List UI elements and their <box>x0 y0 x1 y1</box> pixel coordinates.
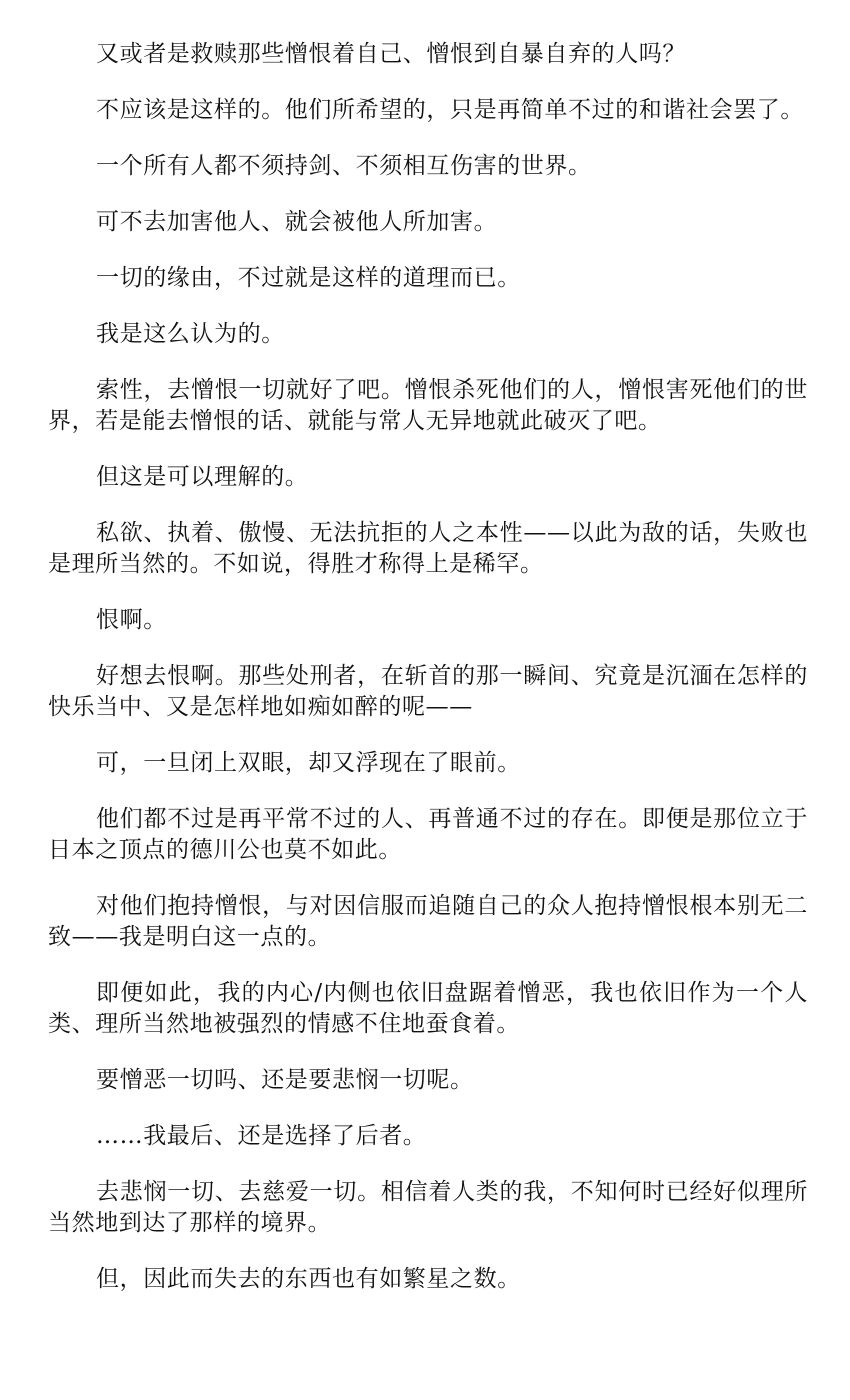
paragraph: 可不去加害他人、就会被他人所加害。 <box>96 209 498 235</box>
paragraph: ……我最后、还是选择了后者。 <box>96 1123 427 1149</box>
paragraph: 对他们抱持憎恨，与对因信服而追随自己的众人抱持憎恨根本别无二致——我是明白这一点的。 <box>48 893 808 950</box>
paragraph: 他们都不过是再平常不过的人、再普通不过的存在。即便是那位立于日本之顶点的德川公也莫不如此。 <box>48 806 808 863</box>
paragraph: 我是这么认为的。 <box>96 321 285 347</box>
paragraph: 又或者是救赎那些憎恨着自己、憎恨到自暴自弃的人吗？ <box>96 41 686 67</box>
paragraph: 去悲悯一切、去慈爱一切。相信着人类的我，不知何时已经好似理所当然地到达了那样的境界。 <box>48 1179 808 1236</box>
paragraph: 索性，去憎恨一切就好了吧。憎恨杀死他们的人，憎恨害死他们的世界，若是能去憎恨的话、就能与常人无异地就此破灭了吧。 <box>48 377 808 434</box>
paragraph: 但，因此而失去的东西也有如繁星之数。 <box>96 1266 521 1292</box>
paragraph: 一个所有人都不须持剑、不须相互伤害的世界。 <box>96 153 592 179</box>
paragraph: 不应该是这样的。他们所希望的，只是再简单不过的和谐社会罢了。 <box>96 97 804 123</box>
paragraph: 好想去恨啊。那些处刑者，在斩首的那一瞬间、究竟是沉湎在怎样的快乐当中、又是怎样地如痴如醉的呢—— <box>48 663 808 720</box>
paragraph: 一切的缘由，不过就是这样的道理而已。 <box>96 265 521 291</box>
paragraph: 但这是可以理解的。 <box>96 464 309 490</box>
paragraph: 要憎恶一切吗、还是要悲悯一切呢。 <box>96 1067 474 1093</box>
paragraph: 私欲、执着、傲慢、无法抗拒的人之本性——以此为敌的话，失败也是理所当然的。不如说，得胜才称得上是稀罕。 <box>48 520 808 577</box>
paragraph: 恨啊。 <box>96 607 167 633</box>
document-page <box>48 39 808 1320</box>
paragraph: 可，一旦闭上双眼，却又浮现在了眼前。 <box>96 750 521 776</box>
paragraph: 即便如此，我的内心/内侧也依旧盘踞着憎恶，我也依旧作为一个人类、理所当然地被强烈的情感不住地蚕食着。 <box>48 980 808 1037</box>
